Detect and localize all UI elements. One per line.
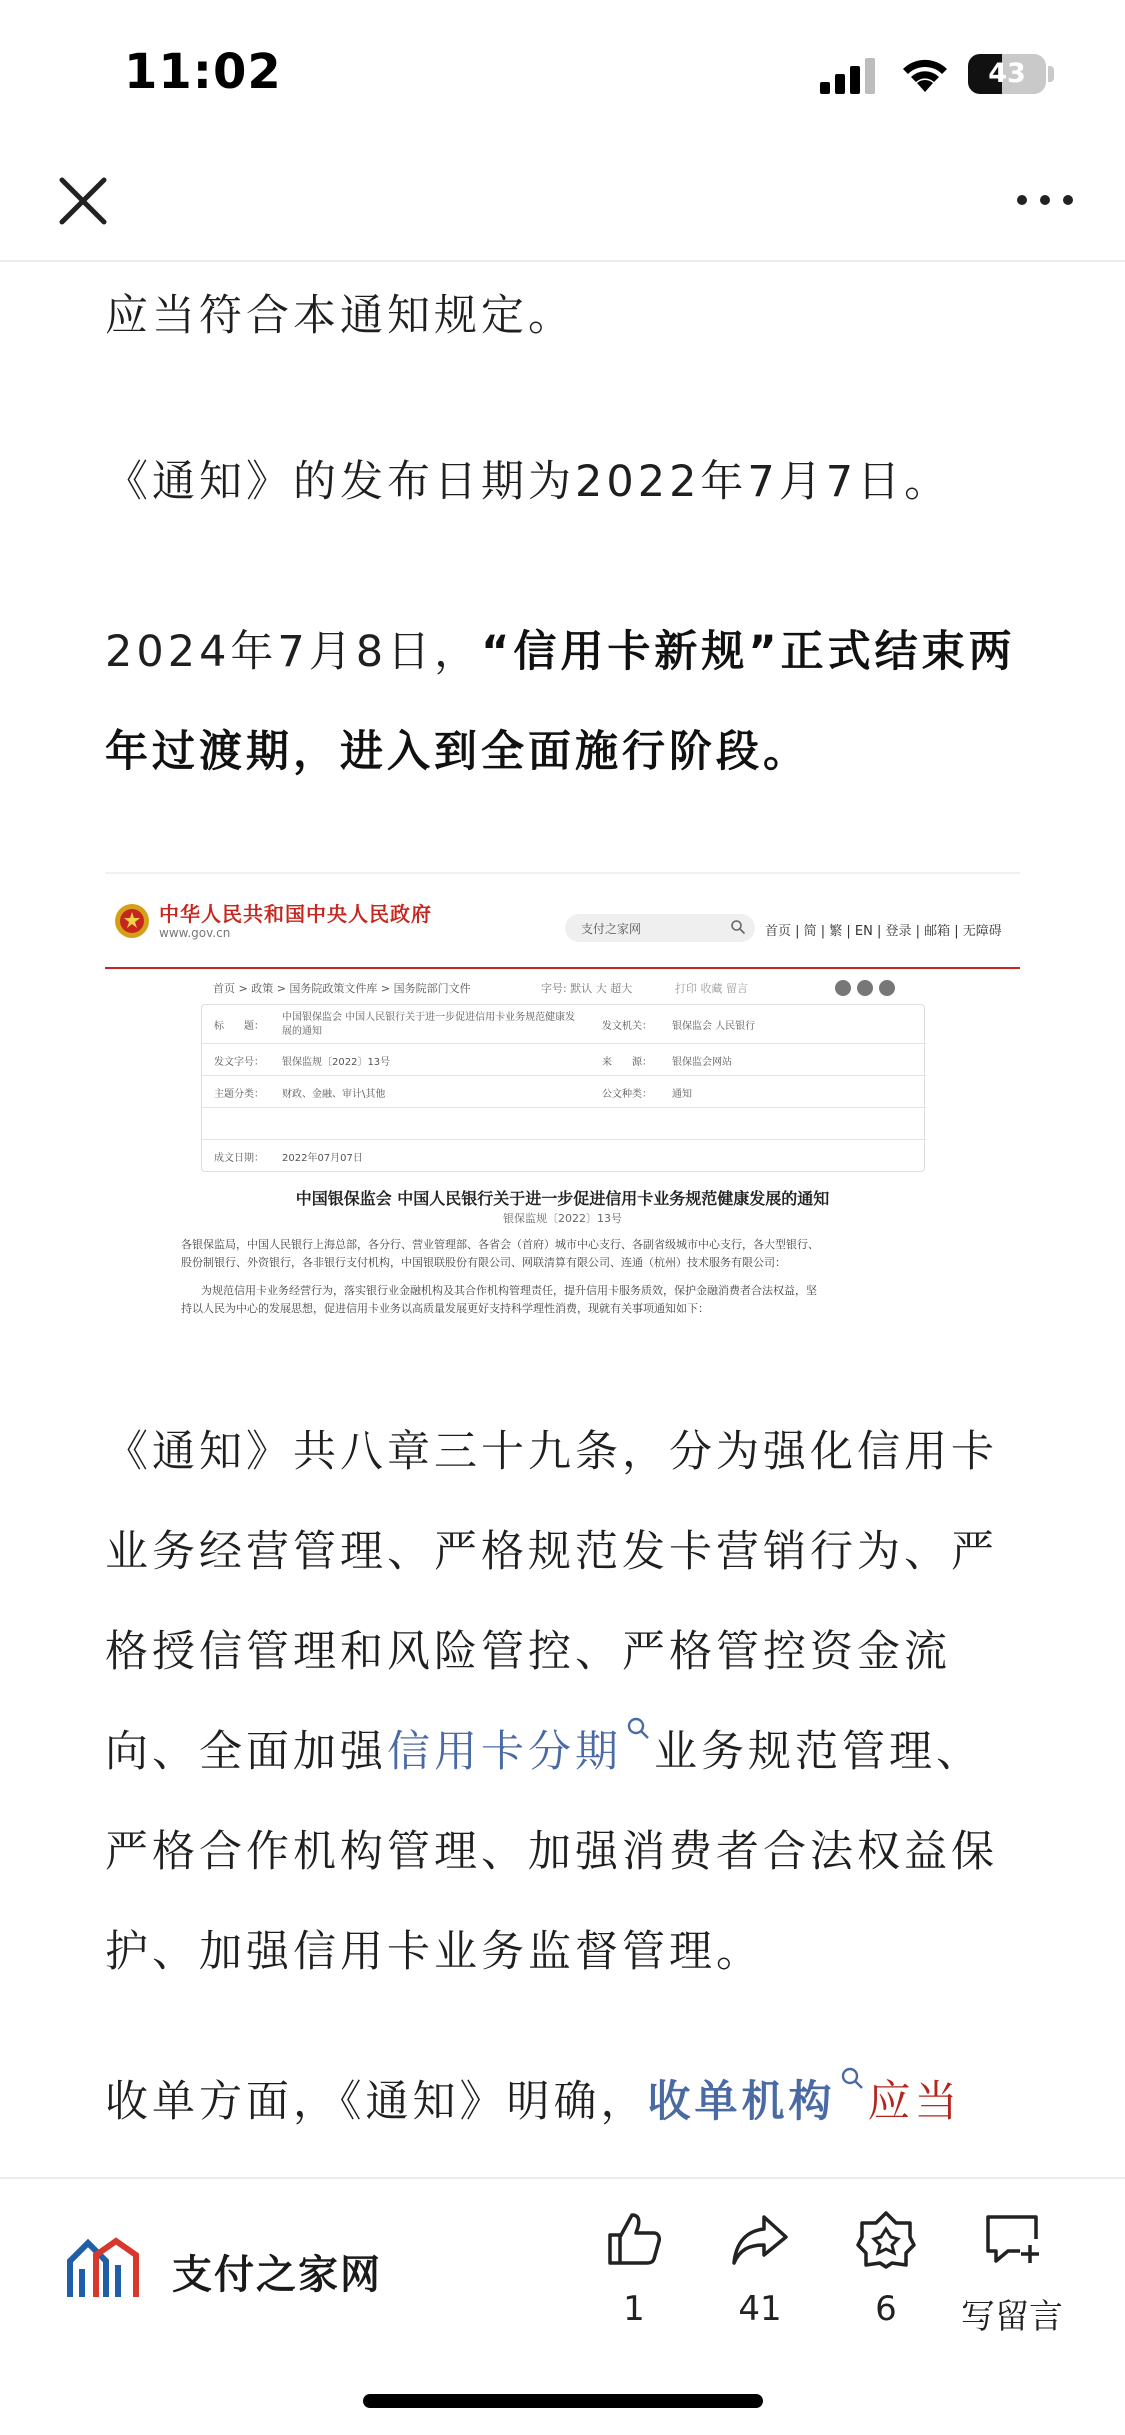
paragraph-text: 应当 (867, 2077, 962, 2127)
page-tools: 打印 收藏 留言 (675, 982, 748, 995)
national-emblem-icon (113, 902, 151, 940)
share-icon (730, 2209, 790, 2269)
article-body (105, 262, 1020, 2177)
wifi-icon (898, 54, 952, 94)
brand-logo-icon[interactable] (66, 2235, 142, 2301)
table-label: 标 题： (214, 1021, 264, 1032)
share-button[interactable] (700, 2209, 820, 2329)
paragraph-text: 《通知》共八章三十九条，分为强化信用卡业务经营管理、严格规范发卡营销行为、严格授信管理和风险管控、严格管控资金流向、全面加强 (105, 1427, 998, 1777)
status-time: 11:02 (124, 44, 282, 100)
paragraph (105, 602, 1020, 802)
site-search-placeholder: 支付之家网 (581, 922, 642, 936)
battery-level: 43 (988, 58, 1026, 89)
home-indicator[interactable] (363, 2394, 763, 2408)
write-comment-button[interactable] (952, 2209, 1072, 2338)
cellular-signal-icon (820, 58, 878, 94)
favorite-count: 6 (875, 2289, 897, 2329)
search-icon[interactable] (626, 1716, 650, 1740)
comment-icon (982, 2209, 1042, 2269)
document-text-line: 为规范信用卡业务经营行为，落实银行业金融机构及其合作机构管理责任，提升信用卡服务质效，保护金融消费者合法权益，坚 (201, 1284, 817, 1297)
favorite-icon (856, 2209, 916, 2269)
like-count: 1 (623, 2289, 645, 2329)
credit-card-installment-link[interactable]: 信用卡分期 (387, 1727, 622, 1777)
share-icons (833, 978, 903, 998)
site-url: www.gov.cn (159, 926, 231, 940)
table-divider (202, 1139, 926, 1140)
table-label: 公文种类： (602, 1089, 652, 1100)
battery-icon (968, 54, 1046, 94)
paragraph (105, 2052, 1020, 2152)
link-text: 收单机构 (647, 2077, 836, 2127)
table-value: 银保监会 人民银行 (672, 1021, 756, 1032)
site-top-links: 首页 | 简 | 繁 | EN | 登录 | 邮箱 | 无障碍 (765, 924, 1002, 939)
table-divider (202, 1075, 926, 1076)
like-button[interactable] (574, 2209, 694, 2329)
breadcrumb: 首页 > 政策 > 国务院政策文件库 > 国务院部门文件 (213, 982, 471, 995)
table-divider (202, 1043, 926, 1044)
site-search-box (565, 914, 755, 942)
more-icon[interactable] (1010, 178, 1080, 222)
status-bar (0, 0, 1125, 150)
acquiring-institution-link[interactable] (648, 2077, 836, 2127)
paragraph: 《通知》的发布日期为2022年7月7日。 (105, 457, 952, 507)
document-text-line: 股份制银行、外资银行，各非银行支付机构，中国银联股份有限公司、网联清算有限公司、连通（杭州）技术服务有限公司： (181, 1256, 786, 1269)
write-comment-label: 写留言 (961, 2297, 1063, 2337)
document-text-line: 持以人民为中心的发展思想，促进信用卡业务以高质量发展更好支持科学理性消费，现就有关事项通知如下： (181, 1302, 709, 1315)
site-header-rule (105, 967, 1020, 969)
thumbs-up-icon (604, 2209, 664, 2269)
paragraph-text: 业务规范管理、严格合作机构管理、加强消费者合法权益保护、加强信用卡业务监督管理。 (105, 1727, 998, 1977)
paragraph: 应当符合本通知规定。 (105, 291, 575, 341)
battery-tip (1048, 66, 1054, 82)
document-number: 银保监规〔2022〕13号 (503, 1212, 622, 1225)
embedded-image[interactable] (105, 872, 1020, 1332)
nav-bar (0, 150, 1125, 262)
brand-name[interactable]: 支付之家网 (172, 2252, 382, 2298)
table-value: 财政、金融、审计\其他 (282, 1089, 386, 1100)
favorite-button[interactable] (826, 2209, 946, 2329)
table-label: 成文日期： (214, 1153, 264, 1164)
table-label: 来 源： (602, 1057, 652, 1068)
font-size-options: 字号: 默认 大 超大 (541, 982, 633, 995)
site-name: 中华人民共和国中央人民政府 (159, 902, 432, 926)
document-title: 中国银保监会 中国人民银行关于进一步促进信用卡业务规范健康发展的通知 (295, 1189, 830, 1208)
search-icon (730, 919, 746, 935)
table-divider (202, 1107, 926, 1108)
document-text-line: 各银保监局，中国人民银行上海总部，各分行、营业管理部、各省会（首府）城市中心支行、各副省级城市中心支行，各大型银行、 (181, 1238, 819, 1251)
close-icon[interactable] (52, 170, 114, 232)
table-value: 通知 (672, 1089, 692, 1100)
paragraph-text: 收单方面，《通知》明确， (105, 2077, 648, 2127)
table-value: 银保监规〔2022〕13号 (282, 1057, 391, 1068)
share-count: 41 (738, 2289, 782, 2329)
paragraph (105, 1402, 1020, 2002)
table-value: 2022年07月07日 (282, 1153, 363, 1164)
search-icon[interactable] (840, 2066, 864, 2090)
paragraph-bold-text: “信用卡新规”正式结束两年过渡期，进入到全面施行阶段。 (105, 627, 1016, 777)
paragraph-text: 2024年7月8日， (105, 627, 482, 677)
table-label: 发文字号： (214, 1057, 264, 1068)
table-label: 主题分类： (214, 1089, 264, 1100)
table-value: 银保监会网站 (672, 1057, 732, 1068)
document-info-table (201, 1004, 925, 1172)
table-value: 中国银保监会 中国人民银行关于进一步促进信用卡业务规范健康发展的通知 (282, 1012, 576, 1037)
table-label: 发文机关： (602, 1021, 652, 1032)
